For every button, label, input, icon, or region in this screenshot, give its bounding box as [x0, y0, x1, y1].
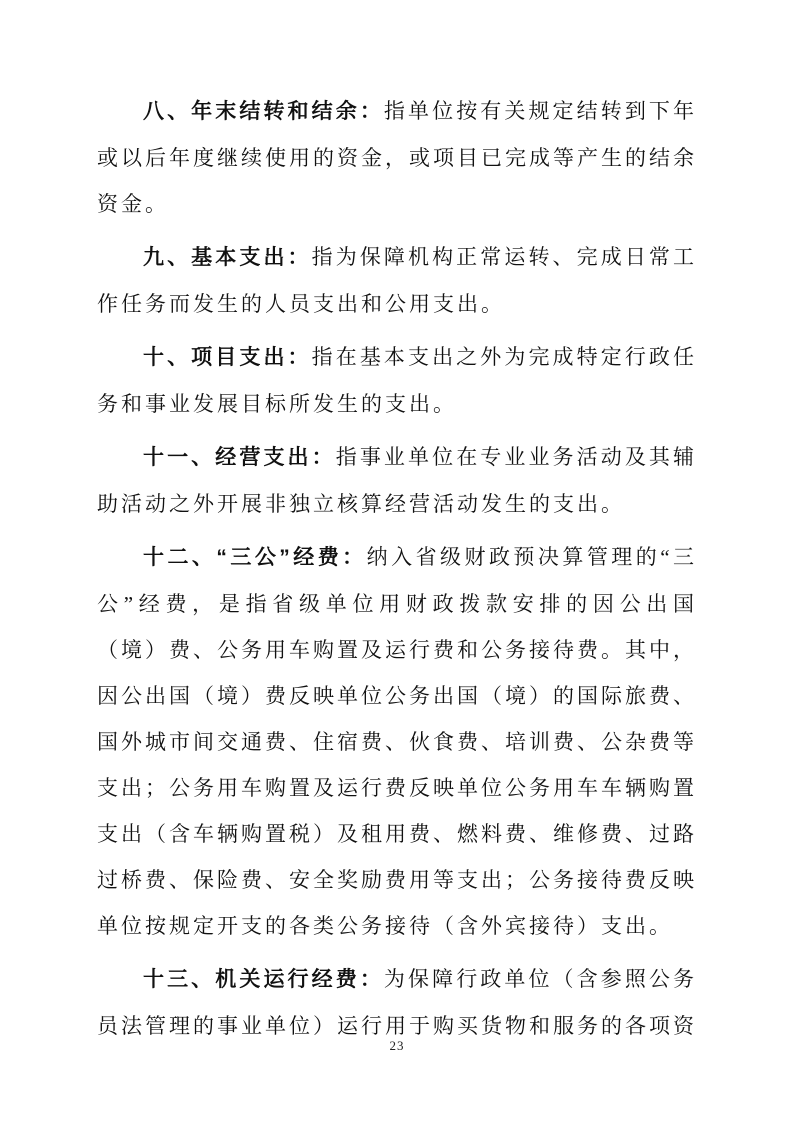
paragraph-lead: 十二、“三公”经费：: [143, 546, 367, 569]
paragraph-agency-operating-funds: [97, 956, 697, 1049]
page-number: 23: [389, 1038, 405, 1053]
paragraph-lead: 九、基本支出：: [143, 246, 312, 269]
paragraph-lead: 十三、机关运行经费：: [143, 968, 384, 991]
paragraph-operating-expenditure: [97, 434, 697, 527]
paragraph-lead: 十、项目支出：: [143, 346, 312, 369]
paragraph-lead: 十一、经营支出：: [143, 446, 336, 469]
paragraph-project-expenditure: [97, 334, 697, 427]
paragraph-lead: 八、年末结转和结余：: [143, 100, 384, 123]
paragraph-three-public-funds: [97, 534, 697, 949]
paragraph-text: 指单位按有关规定结转到下年或以后年度继续使用的资金，或项目已完成等产生的结余资金。: [97, 99, 698, 216]
document-body: [97, 88, 697, 1056]
paragraph-text: 为保障行政单位（含参照公务员法管理的事业单位）运行用于购买货物和服务的各项资: [97, 967, 698, 1038]
paragraph-year-end-carryover: [97, 88, 697, 227]
paragraph-text: 指为保障机构正常运转、完成日常工作任务而发生的人员支出和公用支出。: [97, 245, 698, 316]
paragraph-basic-expenditure: [97, 234, 697, 327]
paragraph-text: 纳入省级财政预决算管理的“三公”经费，是指省级单位用财政拨款安排的因公出国（境）费、公务用车购置及运行费和公务接待费。其中，因公出国（境）费反映单位公务出国（境）的国际旅费、国外城市间交通费、住宿费、伙食费、培训费、公杂费等支出；公务用车购置及运行费反映单位公务用车车辆购置支出（含车辆购置税）及租用费、燃料费、维修费、过路过桥费、保险费、安全奖励费用等支出；公务接待费反映单位按规定开支的各类公务接待（含外宾接待）支出。: [97, 545, 697, 938]
paragraph-text: 指事业单位在专业业务活动及其辅助活动之外开展非独立核算经营活动发生的支出。: [97, 445, 698, 516]
paragraph-text: 指在基本支出之外为完成特定行政任务和事业发展目标所发生的支出。: [97, 345, 698, 416]
